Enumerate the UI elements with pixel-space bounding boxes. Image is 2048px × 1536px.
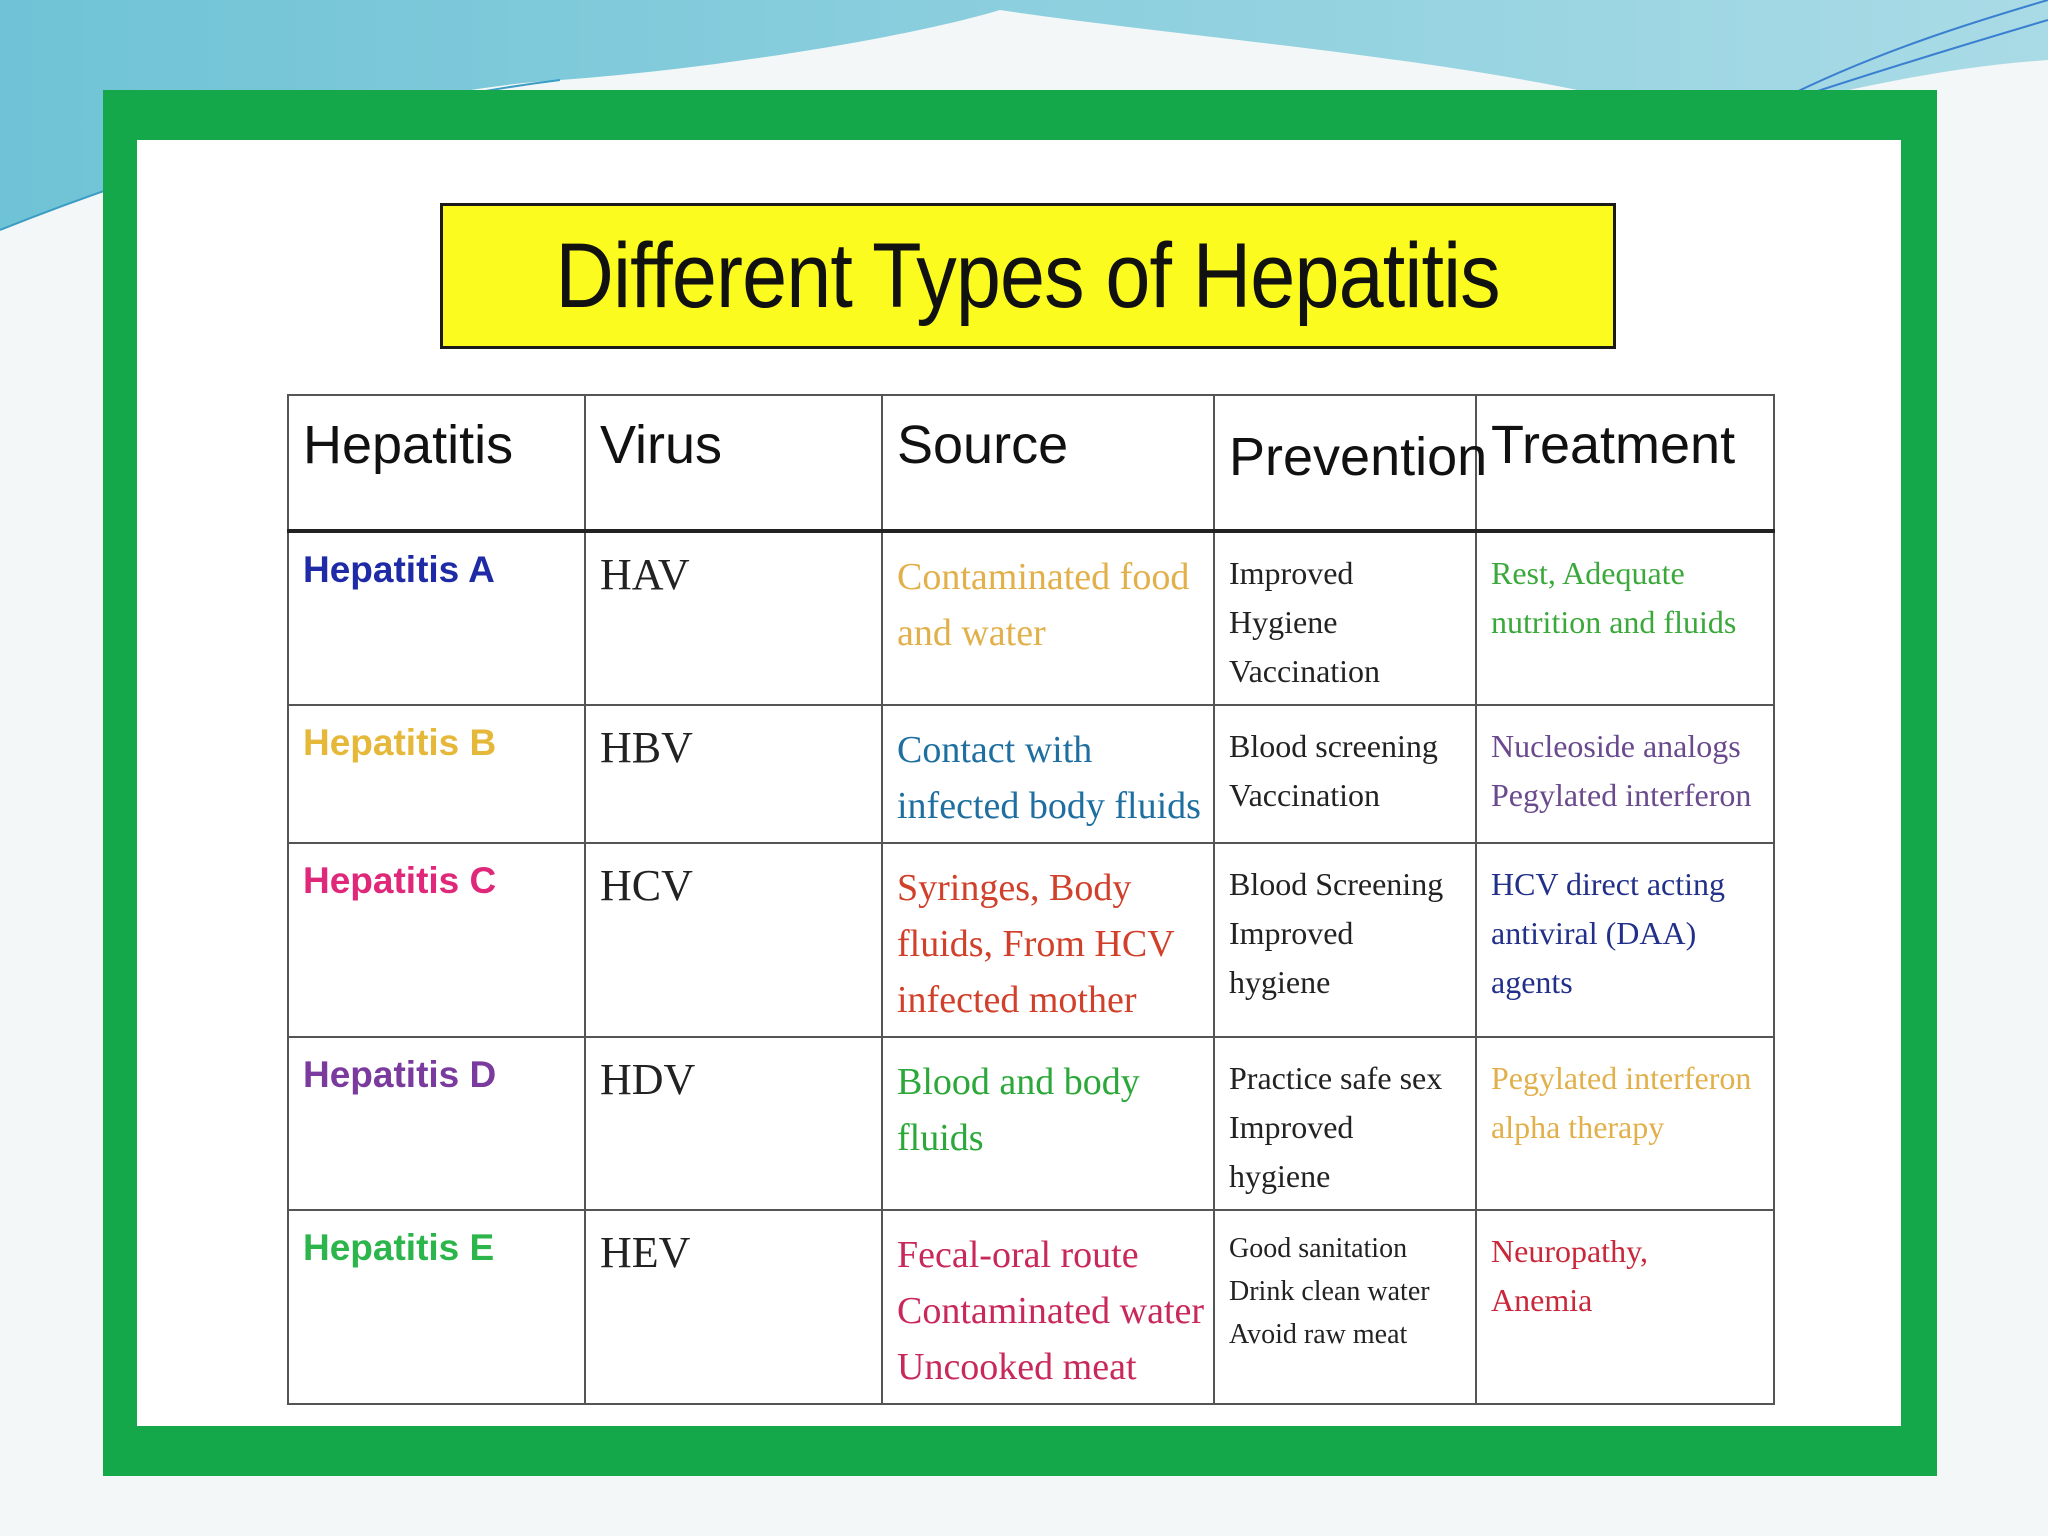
prevention-line: hygiene	[1229, 1158, 1331, 1194]
hepatitis-name: Hepatitis C	[288, 843, 585, 1037]
source-line: fluids, From HCV	[897, 923, 1175, 965]
prevention-cell	[1214, 1037, 1476, 1210]
treatment-line: nutrition and fluids	[1491, 604, 1737, 640]
prevention-cell	[1214, 843, 1476, 1037]
source-cell	[882, 705, 1214, 843]
virus-cell: HEV	[585, 1210, 882, 1404]
prevention-line: Good sanitation	[1229, 1233, 1408, 1264]
header-virus: Virus	[585, 395, 882, 531]
virus-cell: HBV	[585, 705, 882, 843]
virus-cell: HDV	[585, 1037, 882, 1210]
source-line: and water	[897, 612, 1046, 654]
prevention-line: Vaccination	[1229, 653, 1381, 689]
source-line: Contact with	[897, 729, 1093, 771]
source-line: Contaminated food	[897, 556, 1190, 598]
prevention-line: Vaccination	[1229, 777, 1381, 813]
treatment-cell	[1476, 1210, 1774, 1404]
source-cell	[882, 843, 1214, 1037]
treatment-line: alpha therapy	[1491, 1109, 1665, 1145]
prevention-cell	[1214, 705, 1476, 843]
table-row	[288, 1210, 1774, 1404]
table-header-row	[288, 395, 1774, 531]
virus-cell: HAV	[585, 531, 882, 705]
treatment-cell	[1476, 1037, 1774, 1210]
source-line: fluids	[897, 1117, 984, 1159]
page-title: Different Types of Hepatitis	[555, 224, 1501, 327]
source-line: Syringes, Body	[897, 867, 1132, 909]
prevention-line: Improved	[1229, 915, 1354, 951]
hepatitis-name: Hepatitis E	[288, 1210, 585, 1404]
prevention-line: Drink clean water	[1229, 1276, 1430, 1307]
header-source: Source	[882, 395, 1214, 531]
hepatitis-table	[287, 394, 1775, 1405]
treatment-cell	[1476, 705, 1774, 843]
treatment-cell	[1476, 843, 1774, 1037]
treatment-line: Neuropathy,	[1491, 1233, 1648, 1269]
virus-cell: HCV	[585, 843, 882, 1037]
header-hepatitis: Hepatitis	[288, 395, 585, 531]
header-treatment: Treatment	[1476, 395, 1774, 531]
table-row	[288, 705, 1774, 843]
prevention-line: Avoid raw meat	[1229, 1319, 1408, 1350]
source-line: Blood and body	[897, 1061, 1140, 1103]
treatment-line: Rest, Adequate	[1491, 555, 1685, 591]
treatment-cell	[1476, 531, 1774, 705]
treatment-line: Anemia	[1491, 1282, 1593, 1318]
title-banner	[440, 203, 1616, 349]
treatment-line: Nucleoside analogs	[1491, 728, 1741, 764]
prevention-line: Blood screening	[1229, 728, 1438, 764]
prevention-cell	[1214, 531, 1476, 705]
prevention-line: Blood Screening	[1229, 866, 1444, 902]
prevention-line: Improved	[1229, 1109, 1354, 1145]
treatment-line: Pegylated interferon	[1491, 777, 1752, 813]
treatment-line: HCV direct acting	[1491, 866, 1726, 902]
source-line: infected mother	[897, 979, 1137, 1021]
source-cell	[882, 1037, 1214, 1210]
prevention-line: Hygiene	[1229, 604, 1338, 640]
prevention-line: Practice safe sex	[1229, 1060, 1443, 1096]
source-line: Contaminated water	[897, 1290, 1205, 1332]
hepatitis-name: Hepatitis A	[288, 531, 585, 705]
hepatitis-name: Hepatitis B	[288, 705, 585, 843]
treatment-line: Pegylated interferon	[1491, 1060, 1752, 1096]
table-row	[288, 531, 1774, 705]
source-cell	[882, 531, 1214, 705]
source-line: Uncooked meat	[897, 1346, 1137, 1388]
prevention-line: Improved	[1229, 555, 1354, 591]
prevention-line: hygiene	[1229, 964, 1331, 1000]
treatment-line: antiviral (DAA)	[1491, 915, 1697, 951]
source-line: Fecal-oral route	[897, 1234, 1139, 1276]
header-prevention: Prevention	[1214, 395, 1476, 531]
source-line: infected body fluids	[897, 785, 1201, 827]
table-row	[288, 843, 1774, 1037]
table-row	[288, 1037, 1774, 1210]
source-cell	[882, 1210, 1214, 1404]
prevention-cell	[1214, 1210, 1476, 1404]
treatment-line: agents	[1491, 964, 1573, 1000]
hepatitis-name: Hepatitis D	[288, 1037, 585, 1210]
